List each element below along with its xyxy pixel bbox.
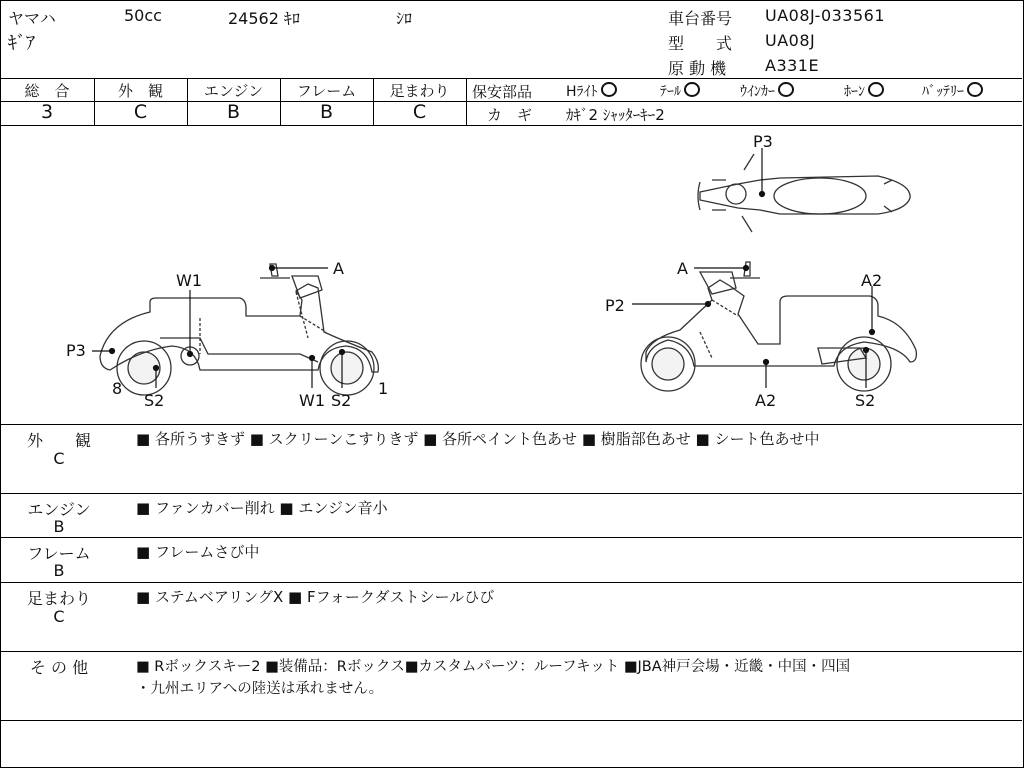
remark-category-exterior: 外 観: [26, 431, 91, 450]
divider: [0, 537, 1022, 538]
key-value: ｶｷﾞ2 ｼｬｯﾀｰｷｰ2: [566, 106, 665, 124]
remark-text-other-1: ■ Rボックスキー2 ■装備品：Rボックス■カスタムパーツ：ルーフキット ■JBA神戸会場・近畿・中国・四国: [136, 659, 851, 675]
grade-suspension: C: [412, 101, 427, 123]
marker-label: A2: [755, 391, 777, 410]
ok-circle-icon: [868, 82, 884, 97]
safety-item-battery: ﾊﾞｯﾃﾘｰ: [922, 81, 983, 101]
grade-frame: B: [319, 101, 334, 123]
remark-category-suspension: 足まわり: [26, 589, 91, 608]
divider: [466, 78, 467, 125]
grade-overall: 3: [40, 101, 54, 123]
ok-circle-icon: [684, 82, 700, 97]
marker-label: S2: [144, 391, 165, 410]
engine-model-value: A331E: [765, 56, 820, 75]
marker-label: A: [677, 259, 688, 278]
marker-label: 1: [378, 379, 389, 398]
model-name: ｷﾞｱ: [8, 33, 35, 54]
marker-label: S2: [855, 391, 876, 410]
remark-text-engine: ■ ファンカバー削れ ■ エンジン音小: [136, 499, 388, 517]
remark-text-frame: ■ フレームさび中: [136, 543, 260, 561]
remark-category-other: そ の 他: [29, 658, 89, 677]
divider: [0, 78, 1022, 79]
marker-label: W1: [299, 391, 325, 410]
grade-header-overall: 総 合: [24, 82, 70, 100]
grade-header-engine: エンジン: [203, 82, 264, 100]
remark-grade-engine: B: [53, 517, 65, 536]
safety-item-winker: ｳｲﾝｶｰ: [740, 81, 794, 101]
chassis-value: UA08J-033561: [765, 6, 886, 25]
ok-circle-icon: [778, 82, 794, 97]
remark-category-engine: エンジン: [27, 500, 91, 519]
grade-header-suspension: 足まわり: [389, 82, 450, 100]
engine-model-label: 原 動 機: [668, 59, 727, 78]
grade-exterior: C: [133, 101, 148, 123]
grade-header-frame: フレーム: [296, 82, 357, 100]
remark-grade-exterior: C: [53, 449, 65, 468]
divider: [0, 651, 1022, 652]
divider: [0, 424, 1022, 425]
remark-text-other-2: ・九州エリアへの陸送は承れません。: [136, 681, 384, 697]
grade-engine: B: [226, 101, 241, 123]
safety-parts-label: 保安部品: [472, 83, 533, 101]
marker-label: W1: [176, 271, 202, 290]
marker-label: P3: [753, 132, 773, 151]
marker-label: A2: [861, 271, 883, 290]
safety-item-taillight: ﾃｰﾙ: [660, 81, 700, 101]
chassis-label: 車台番号: [668, 9, 733, 28]
maker: ヤマハ: [8, 9, 56, 28]
marker-label: P3: [66, 341, 86, 360]
color: ｼﾛ: [396, 9, 413, 28]
safety-item-horn: ﾎｰﾝ: [844, 81, 884, 101]
divider: [466, 101, 1022, 102]
mileage: 24562 ｷﾛ: [228, 9, 300, 28]
remark-text-suspension: ■ ステムベアリングX ■ Fフォークダストシールひび: [136, 588, 495, 606]
divider: [0, 493, 1022, 494]
type-label: 型 式: [668, 34, 733, 53]
grade-header-exterior: 外 観: [117, 82, 163, 100]
marker-label: 8: [112, 379, 123, 398]
remark-grade-suspension: C: [53, 607, 65, 626]
marker-label: A: [333, 259, 344, 278]
remark-grade-frame: B: [53, 561, 65, 580]
marker-label: P2: [605, 296, 625, 315]
divider: [0, 720, 1022, 721]
ok-circle-icon: [967, 82, 983, 97]
scooter-left-side-view: [100, 264, 378, 395]
scooter-top-view: [698, 154, 910, 232]
displacement: 50cc: [124, 6, 162, 25]
remark-category-frame: フレーム: [27, 544, 91, 563]
divider: [0, 582, 1022, 583]
ok-circle-icon: [601, 82, 617, 97]
key-label: カ ギ: [487, 106, 533, 124]
marker-label: S2: [331, 391, 352, 410]
safety-item-headlight: Hﾗｲﾄ: [566, 81, 617, 101]
remark-text-exterior: ■ 各所うすきず ■ スクリーンこすりきず ■ 各所ペイント色あせ ■ 樹脂部色あせ ■ シート色あせ中: [136, 430, 820, 448]
type-value: UA08J: [765, 31, 816, 50]
